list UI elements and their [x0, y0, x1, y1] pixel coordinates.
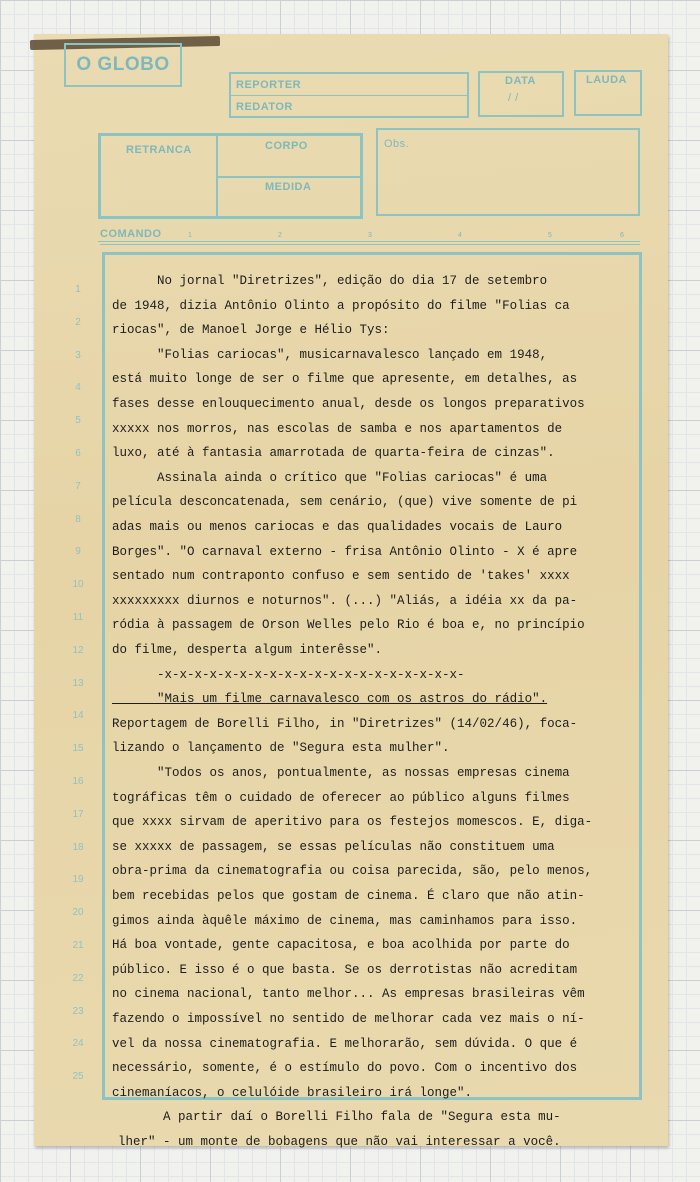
line-number: 5 — [75, 415, 81, 427]
line-number: 23 — [72, 1005, 84, 1017]
ruler-mark: 5 — [548, 232, 552, 239]
ruler-mark: 2 — [278, 232, 282, 239]
data-label: DATA — [505, 75, 536, 87]
obs-label: Obs. — [384, 138, 410, 150]
line-number: 13 — [72, 677, 84, 689]
corpo-label: CORPO — [265, 140, 308, 152]
text-line: vel da nossa cinematografia. E melhorarão, sem dúvida. O que é — [112, 1036, 578, 1051]
text-line: cinemaníacos, o celulóide brasileiro irá longe". — [112, 1085, 473, 1100]
logo-o-globo: O GLOBO — [64, 43, 182, 87]
line-number: 25 — [72, 1071, 84, 1083]
text-line: se xxxxx de passagem, se essas películas não constituem uma — [112, 839, 555, 854]
text-line: xxxxx nos morros, nas escolas de samba e nos apartamentos de — [112, 421, 563, 436]
line-number: 14 — [72, 710, 84, 722]
text-line: "Folias cariocas", musicarnavalesco lançado em 1948, — [112, 347, 548, 362]
line-number: 15 — [72, 743, 84, 755]
line-number: 10 — [72, 579, 84, 591]
text-line: película desconcatenada, sem cenário, (que) vive somente de pi — [112, 495, 578, 510]
ruler-mark: 1 — [188, 232, 192, 239]
line-number: 3 — [75, 349, 81, 361]
text-line: no cinema nacional, tanto melhor... As empresas brasileiras vêm — [112, 987, 585, 1002]
text-line: tográficas têm o cuidado de oferecer ao público alguns filmes — [112, 790, 570, 805]
text-line: "Todos os anos, pontualmente, as nossas empresas cinema — [112, 766, 570, 780]
lauda-label: LAUDA — [586, 74, 627, 86]
medida-label: MEDIDA — [265, 181, 312, 193]
text-line: Há boa vontade, gente capacitosa, e boa acolhida por parte do — [112, 938, 570, 953]
ruler-mark: 3 — [368, 232, 372, 239]
text-line: que xxxx sirvam de aperitivo para os festejos momescos. E, diga- — [112, 815, 593, 830]
obs-box — [376, 128, 640, 216]
text-line: ródia à passagem de Orson Welles pelo Rio é boa e, no princípio — [112, 618, 585, 633]
text-line: fazendo o impossível no sentido de melhorar cada vez mais o ní- — [112, 1012, 585, 1026]
line-number: 24 — [72, 1038, 84, 1050]
text-line: xxxxxxxxx diurnos e noturnos". (...) "Aliás, a idéia xx da pa- — [112, 593, 578, 608]
line-number: 7 — [75, 480, 81, 492]
text-line: adas mais ou menos cariocas e das qualidades vocais de Lauro — [112, 520, 563, 534]
text-line: lher" - um monte de bobagens que não vai interessar a você. — [118, 1135, 561, 1149]
reporter-label: REPORTER — [236, 79, 302, 91]
line-number: 22 — [72, 972, 84, 984]
line-number: 8 — [75, 513, 81, 525]
text-line: sentado num contraponto confuso e sem sentido de 'takes' xxxx — [112, 569, 570, 584]
text-line: Reportagem de Borelli Filho, in "Diretrizes" (14/02/46), foca- — [112, 716, 578, 731]
line-number: 20 — [72, 907, 84, 919]
line-number: 21 — [72, 940, 84, 951]
text-line: de 1948, dizia Antônio Olinto a propósito do filme "Folias ca — [112, 298, 570, 313]
text-line: Assinala ainda o crítico que "Folias cariocas" é uma — [112, 470, 548, 485]
comando-label: COMANDO — [100, 228, 162, 240]
line-number: 6 — [75, 448, 81, 459]
line-number: 17 — [72, 808, 84, 820]
ruler-mark: 4 — [458, 232, 462, 239]
line-number: 9 — [75, 546, 81, 558]
line-number: 12 — [72, 644, 84, 656]
data-value: / / — [508, 92, 519, 104]
text-line: lizando o lançamento de "Segura esta mulher". — [112, 741, 450, 756]
line-number: 1 — [75, 284, 81, 295]
text-line: "Mais um filme carnavalesco com os astros do rádio". — [112, 692, 548, 707]
text-line: Borges". "O carnaval externo - frisa Antônio Olinto - X é apre — [112, 544, 578, 559]
text-line: está muito longe de ser o filme que apresente, em detalhes, as — [112, 372, 578, 387]
text-line: do filme, desperta algum interêsse". — [112, 643, 383, 657]
text-line: A partir daí o Borelli Filho fala de "Segura esta mu- — [118, 1110, 561, 1125]
text-line: luxo, até à fantasia amarrotada de quarta-feira de cinzas". — [112, 446, 555, 461]
line-number: 16 — [72, 776, 84, 787]
text-line: riocas", de Manoel Jorge e Hélio Tys: — [112, 323, 390, 338]
line-number: 4 — [75, 382, 81, 394]
text-line: obra-prima da cinematografia ou coisa parecida, são, pelo menos, — [112, 864, 593, 879]
redator-label: REDATOR — [236, 101, 293, 113]
text-line: necessário, somente, é o estímulo do povo. Com o incentivo dos — [112, 1061, 578, 1076]
retranca-label: RETRANCA — [126, 144, 192, 156]
text-line: bem recebidas pelos que gostam de cinema. É claro que não atin- — [112, 889, 585, 903]
line-number: 11 — [72, 612, 84, 623]
text-line: público. E isso é o que basta. Se os derrotistas não acreditam — [112, 962, 578, 977]
line-number: 18 — [72, 841, 84, 853]
text-line: fases desse enlouquecimento anual, desde os longos preparativos — [112, 397, 585, 411]
line-number: 19 — [72, 874, 84, 886]
text-line: gimos ainda àquêle máximo de cinema, mas caminhamos para isso. — [112, 913, 578, 928]
ruler-mark: 6 — [620, 232, 624, 239]
text-line: -x-x-x-x-x-x-x-x-x-x-x-x-x-x-x-x-x-x-x-x- — [112, 667, 465, 682]
line-number: 2 — [75, 316, 81, 328]
text-line: No jornal "Diretrizes", edição do dia 17 de setembro — [112, 274, 548, 288]
